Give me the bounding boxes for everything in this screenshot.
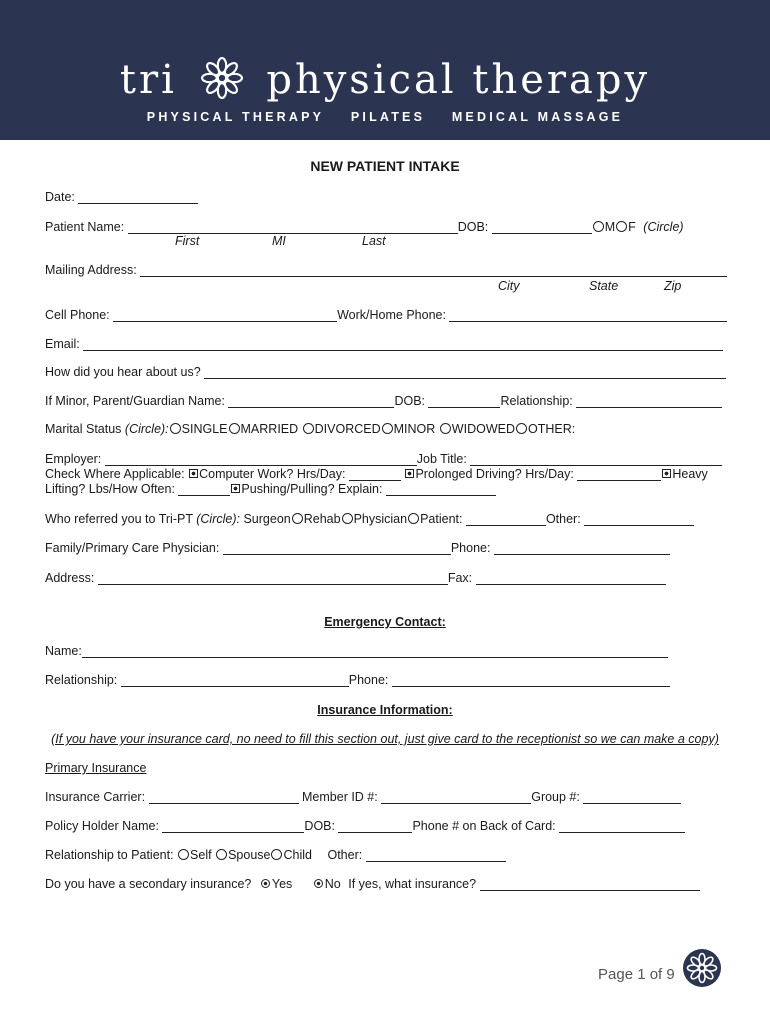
- referral-other-field[interactable]: [584, 513, 694, 526]
- work-phone-field[interactable]: [449, 309, 727, 322]
- emergency-relationship-field[interactable]: [121, 674, 349, 687]
- phone-row: [45, 308, 727, 322]
- lifting-label: Lifting? Lbs/How Often:: [45, 482, 175, 496]
- first-caption: First: [175, 234, 200, 248]
- marital-minor-radio[interactable]: [382, 423, 393, 434]
- emergency-heading: Emergency Contact:: [324, 615, 446, 629]
- heavy-label: Heavy: [672, 467, 708, 481]
- emergency-relationship-label: Relationship:: [45, 673, 118, 687]
- physician-phone-field[interactable]: [494, 542, 670, 555]
- logo-left-text: tri: [119, 57, 177, 103]
- minor-dob-label: DOB:: [394, 394, 425, 408]
- referred-row: [45, 512, 694, 526]
- email-field[interactable]: [83, 338, 723, 351]
- date-row: [45, 190, 198, 204]
- member-id-field[interactable]: [381, 791, 531, 804]
- marital-option: WIDOWED: [451, 422, 515, 436]
- referral-option: Patient:: [420, 512, 463, 526]
- how-hear-label: How did you hear about us?: [45, 365, 201, 379]
- carrier-field[interactable]: [149, 791, 299, 804]
- referral-option: Surgeon: [243, 512, 291, 526]
- mailing-address-label: Mailing Address:: [45, 263, 137, 277]
- mailing-address-field[interactable]: [140, 264, 727, 277]
- secondary-yes-radio[interactable]: [261, 879, 270, 888]
- tagline-item: MEDICAL MASSAGE: [451, 110, 624, 124]
- rel-other-label: Other:: [327, 848, 363, 862]
- how-hear-field[interactable]: [204, 366, 726, 379]
- mailing-address-row: [45, 263, 727, 277]
- job-title-label: Job Title:: [416, 452, 467, 466]
- policy-holder-label: Policy Holder Name:: [45, 819, 159, 833]
- rel-child-radio[interactable]: [271, 849, 282, 860]
- referral-physician-radio[interactable]: [408, 513, 419, 524]
- family-physician-field[interactable]: [223, 542, 451, 555]
- minor-row: [45, 394, 722, 408]
- employer-row: [45, 452, 722, 466]
- minor-relationship-field[interactable]: [576, 395, 722, 408]
- rel-spouse-radio[interactable]: [216, 849, 227, 860]
- form-title: NEW PATIENT INTAKE: [310, 158, 460, 174]
- state-caption: State: [589, 279, 619, 293]
- minor-label: If Minor, Parent/Guardian Name:: [45, 394, 225, 408]
- rel-option: Child: [283, 848, 312, 862]
- circle-note: (Circle): [643, 220, 684, 234]
- insurance-heading: Insurance Information:: [317, 703, 453, 717]
- check-applicable-row: [45, 467, 708, 481]
- patient-name-label: Patient Name:: [45, 220, 125, 234]
- sex-f-label: F: [628, 220, 636, 234]
- lifting-field[interactable]: [178, 483, 230, 496]
- header-banner: [0, 0, 770, 140]
- carrier-row: [45, 790, 681, 804]
- employer-field[interactable]: [105, 453, 417, 466]
- referred-label: Who referred you to Tri-PT: [45, 512, 193, 526]
- tagline-item: PHYSICAL THERAPY: [146, 110, 325, 124]
- marital-row: [45, 422, 575, 436]
- carrier-label: Insurance Carrier:: [45, 790, 146, 804]
- marital-label: Marital Status: [45, 422, 122, 436]
- address-row: [45, 571, 666, 585]
- logo-right-text: physical therapy: [266, 57, 651, 103]
- date-field[interactable]: [78, 191, 198, 204]
- marital-widowed-radio[interactable]: [440, 423, 451, 434]
- if-yes-label: If yes, what insurance?: [348, 877, 477, 891]
- marital-option: MINOR: [393, 422, 436, 436]
- physician-phone-label: Phone:: [450, 541, 491, 555]
- emergency-phone-label: Phone:: [348, 673, 389, 687]
- marital-single-radio[interactable]: [170, 423, 181, 434]
- marital-option: MARRIED: [240, 422, 299, 436]
- relationship-patient-row: [45, 848, 506, 862]
- referred-circle-note: (Circle):: [196, 512, 240, 526]
- page-number: Page 1 of 9: [598, 966, 675, 983]
- policy-holder-row: [45, 819, 685, 833]
- referral-option: Rehab: [303, 512, 341, 526]
- referral-rehab-radio[interactable]: [342, 513, 353, 524]
- emergency-name-field[interactable]: [82, 645, 668, 658]
- prolonged-driving-label: Prolonged Driving? Hrs/Day:: [415, 467, 574, 481]
- marital-option: OTHER:: [527, 422, 576, 436]
- marital-option: SINGLE: [181, 422, 228, 436]
- mi-caption: MI: [272, 234, 286, 248]
- computer-work-label: Computer Work? Hrs/Day:: [199, 467, 346, 481]
- city-caption: City: [498, 279, 520, 293]
- group-label: Group #:: [531, 790, 580, 804]
- pushing-field[interactable]: [386, 483, 496, 496]
- heavy-lifting-checkbox[interactable]: [662, 469, 671, 478]
- tagline-item: PILATES: [350, 110, 426, 124]
- referral-option: Physician: [353, 512, 408, 526]
- secondary-no-label: No: [324, 877, 341, 891]
- flower-logo-icon: [201, 57, 243, 99]
- insurance-note: (If you have your insurance card, no need to fill this section out, just give card to the receptionist so we can make a copy): [51, 732, 719, 746]
- secondary-insurance-row: [45, 877, 700, 891]
- pushing-checkbox[interactable]: [231, 484, 240, 493]
- marital-married-radio[interactable]: [229, 423, 240, 434]
- emergency-phone-field[interactable]: [392, 674, 670, 687]
- flower-badge-icon: [682, 948, 722, 988]
- address-field[interactable]: [98, 572, 448, 585]
- rel-self-radio[interactable]: [178, 849, 189, 860]
- cell-phone-field[interactable]: [113, 309, 337, 322]
- secondary-no-radio[interactable]: [314, 879, 323, 888]
- email-row: [45, 337, 723, 351]
- phone-back-label: Phone # on Back of Card:: [412, 819, 556, 833]
- patient-name-row: [45, 220, 684, 234]
- secondary-insurance-field[interactable]: [480, 878, 700, 891]
- policy-dob-field[interactable]: [338, 820, 412, 833]
- fax-field[interactable]: [476, 572, 666, 585]
- primary-insurance-label: Primary Insurance: [45, 761, 147, 775]
- secondary-yes-label: Yes: [271, 877, 293, 891]
- rel-other-field[interactable]: [366, 849, 506, 862]
- emergency-name-row: [45, 644, 668, 658]
- lifting-row: [45, 482, 496, 496]
- minor-relationship-label: Relationship:: [500, 394, 573, 408]
- prolonged-driving-field[interactable]: [577, 468, 661, 481]
- marital-other-radio[interactable]: [516, 423, 527, 434]
- family-physician-label: Family/Primary Care Physician:: [45, 541, 220, 555]
- check-where-label: Check Where Applicable:: [45, 467, 185, 481]
- fax-label: Fax:: [447, 571, 473, 585]
- marital-option: DIVORCED: [314, 422, 381, 436]
- group-field[interactable]: [583, 791, 681, 804]
- computer-work-checkbox[interactable]: [189, 469, 198, 478]
- logo: [0, 57, 770, 103]
- rel-option: Spouse: [228, 848, 271, 862]
- family-physician-row: [45, 541, 670, 555]
- marital-divorced-radio[interactable]: [303, 423, 314, 434]
- patient-name-field[interactable]: [128, 221, 458, 234]
- tagline: [0, 110, 770, 124]
- relationship-patient-label: Relationship to Patient:: [45, 848, 174, 862]
- minor-dob-field[interactable]: [428, 395, 500, 408]
- prolonged-driving-checkbox[interactable]: [405, 469, 414, 478]
- pushing-label: Pushing/Pulling? Explain:: [241, 482, 383, 496]
- secondary-label: Do you have a secondary insurance?: [45, 877, 252, 891]
- rel-option: Self: [190, 848, 212, 862]
- dob-field[interactable]: [492, 221, 592, 234]
- last-caption: Last: [362, 234, 386, 248]
- dob-label: DOB:: [457, 220, 489, 234]
- date-label: Date:: [45, 190, 75, 204]
- zip-caption: Zip: [664, 279, 682, 293]
- sex-m-label: M: [604, 220, 616, 234]
- marital-circle-note: (Circle):: [124, 422, 169, 436]
- phone-back-field[interactable]: [559, 820, 685, 833]
- address-label: Address:: [45, 571, 95, 585]
- sex-f-radio[interactable]: [616, 221, 627, 232]
- emergency-relationship-row: [45, 673, 670, 687]
- guardian-name-field[interactable]: [228, 395, 394, 408]
- policy-holder-field[interactable]: [162, 820, 304, 833]
- member-id-label: Member ID #:: [302, 790, 378, 804]
- employer-label: Employer:: [45, 452, 102, 466]
- cell-phone-label: Cell Phone:: [45, 308, 110, 322]
- how-hear-row: [45, 365, 726, 379]
- referral-patient-field[interactable]: [466, 513, 546, 526]
- work-phone-label: Work/Home Phone:: [337, 308, 446, 322]
- emergency-name-label: Name:: [45, 644, 82, 658]
- job-title-field[interactable]: [470, 453, 722, 466]
- sex-m-radio[interactable]: [593, 221, 604, 232]
- email-label: Email:: [45, 337, 80, 351]
- referral-other-label: Other:: [545, 512, 581, 526]
- policy-dob-label: DOB:: [304, 819, 335, 833]
- computer-work-field[interactable]: [349, 468, 401, 481]
- referral-surgeon-radio[interactable]: [292, 513, 303, 524]
